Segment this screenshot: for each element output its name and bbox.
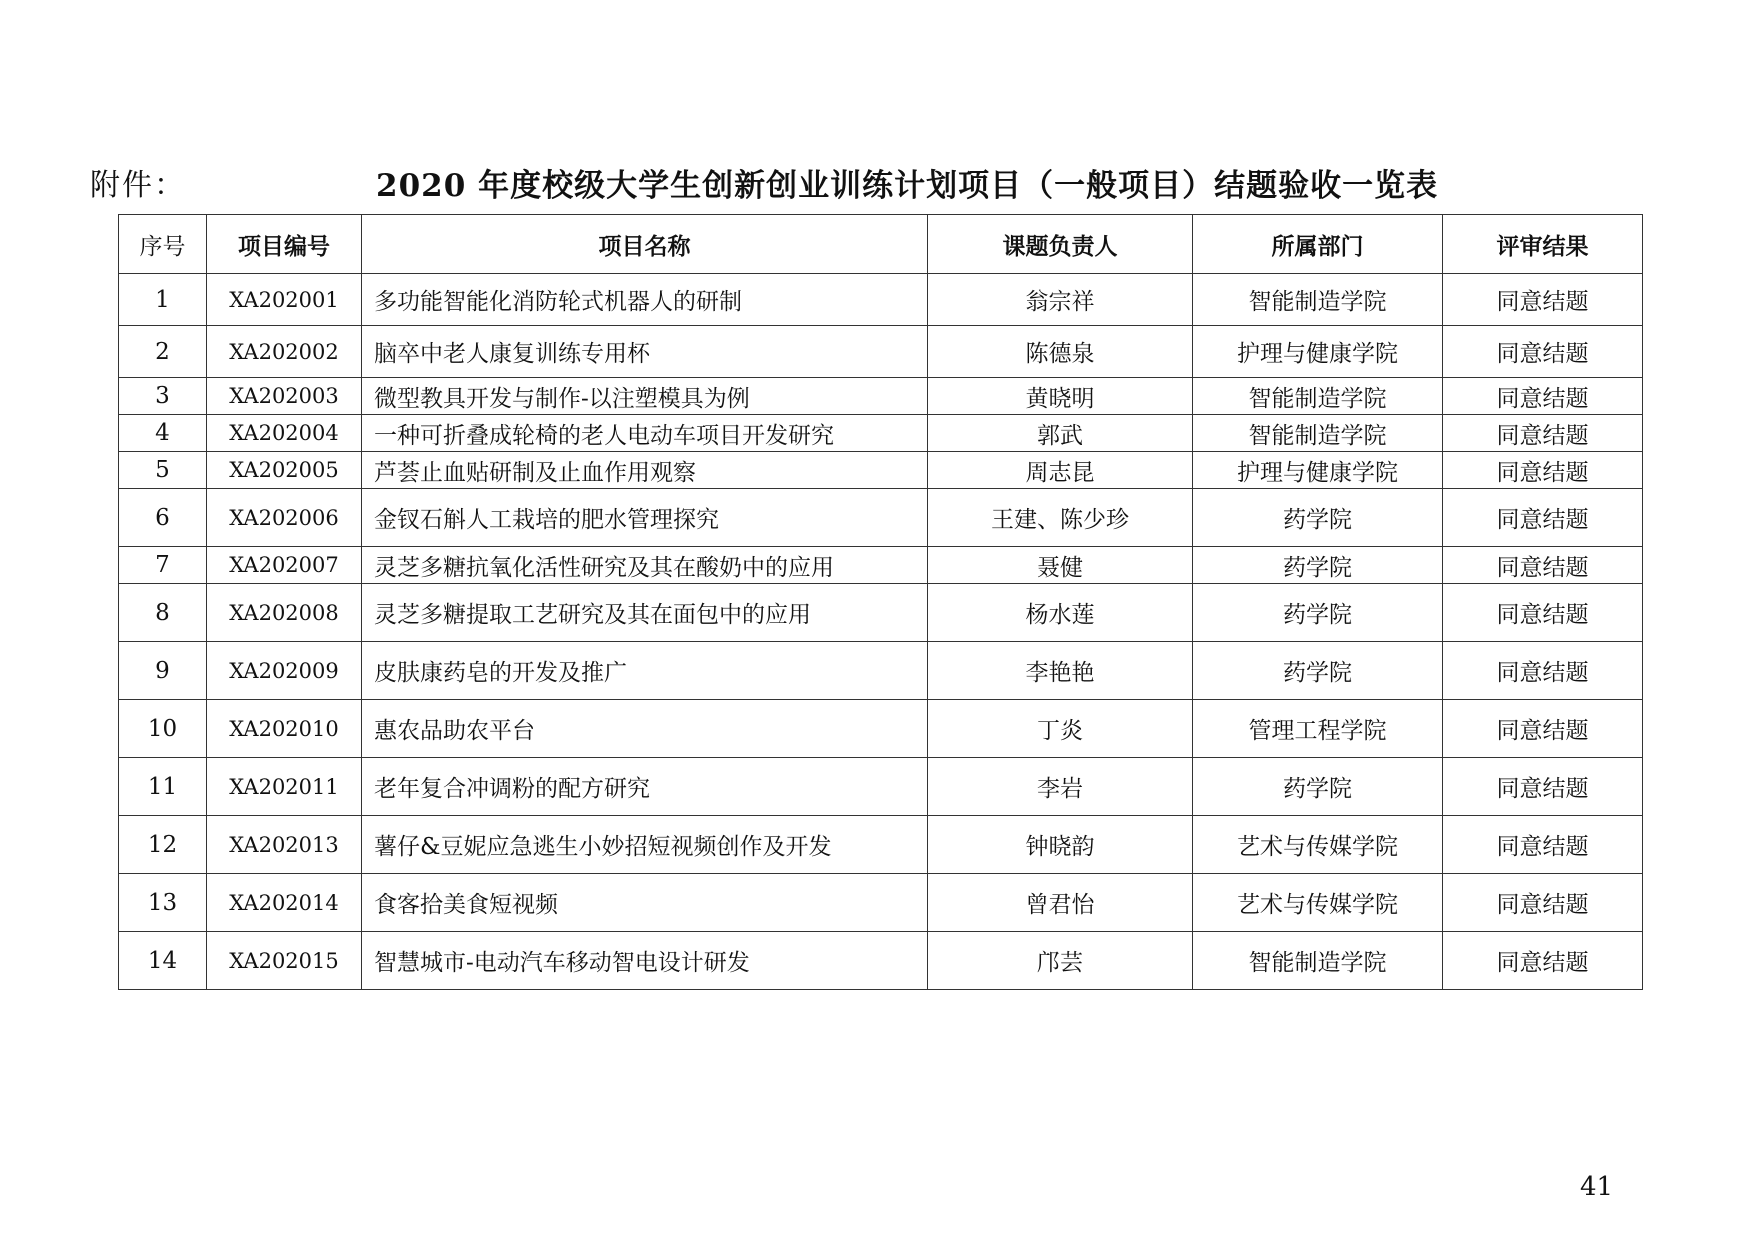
header-index: 序号 bbox=[119, 215, 207, 274]
header-leader: 课题负责人 bbox=[928, 215, 1193, 274]
cell-leader: 李岩 bbox=[928, 758, 1193, 816]
cell-name: 智慧城市-电动汽车移动智电设计研发 bbox=[362, 932, 928, 990]
page-title: 2020 年度校级大学生创新创业训练计划项目（一般项目）结题验收一览表 bbox=[376, 168, 1439, 204]
cell-code: XA202010 bbox=[207, 700, 362, 758]
cell-result: 同意结题 bbox=[1443, 932, 1643, 990]
table-row bbox=[119, 326, 1643, 378]
cell-department: 护理与健康学院 bbox=[1193, 452, 1443, 489]
cell-leader: 李艳艳 bbox=[928, 642, 1193, 700]
cell-name: 脑卒中老人康复训练专用杯 bbox=[362, 326, 928, 378]
cell-index: 6 bbox=[119, 489, 207, 547]
header-name: 项目名称 bbox=[362, 215, 928, 274]
cell-department: 艺术与传媒学院 bbox=[1193, 874, 1443, 932]
table-row bbox=[119, 378, 1643, 415]
acceptance-table bbox=[118, 214, 1643, 990]
cell-index: 13 bbox=[119, 874, 207, 932]
cell-code: XA202008 bbox=[207, 584, 362, 642]
table-row bbox=[119, 452, 1643, 489]
cell-index: 11 bbox=[119, 758, 207, 816]
cell-department: 艺术与传媒学院 bbox=[1193, 816, 1443, 874]
cell-index: 14 bbox=[119, 932, 207, 990]
cell-result: 同意结题 bbox=[1443, 378, 1643, 415]
cell-department: 智能制造学院 bbox=[1193, 415, 1443, 452]
cell-department: 护理与健康学院 bbox=[1193, 326, 1443, 378]
cell-name: 一种可折叠成轮椅的老人电动车项目开发研究 bbox=[362, 415, 928, 452]
page-number: 41 bbox=[1580, 1172, 1614, 1202]
cell-leader: 聂健 bbox=[928, 547, 1193, 584]
cell-leader: 钟晓韵 bbox=[928, 816, 1193, 874]
cell-result: 同意结题 bbox=[1443, 547, 1643, 584]
cell-code: XA202001 bbox=[207, 274, 362, 326]
cell-result: 同意结题 bbox=[1443, 700, 1643, 758]
cell-index: 1 bbox=[119, 274, 207, 326]
table-row bbox=[119, 547, 1643, 584]
cell-leader: 丁炎 bbox=[928, 700, 1193, 758]
cell-code: XA202006 bbox=[207, 489, 362, 547]
cell-code: XA202009 bbox=[207, 642, 362, 700]
cell-index: 9 bbox=[119, 642, 207, 700]
cell-index: 10 bbox=[119, 700, 207, 758]
table-row bbox=[119, 642, 1643, 700]
cell-department: 智能制造学院 bbox=[1193, 274, 1443, 326]
cell-result: 同意结题 bbox=[1443, 452, 1643, 489]
cell-department: 智能制造学院 bbox=[1193, 378, 1443, 415]
cell-leader: 郭武 bbox=[928, 415, 1193, 452]
cell-code: XA202011 bbox=[207, 758, 362, 816]
table-row bbox=[119, 700, 1643, 758]
cell-code: XA202013 bbox=[207, 816, 362, 874]
cell-leader: 黄晓明 bbox=[928, 378, 1193, 415]
cell-leader: 陈德泉 bbox=[928, 326, 1193, 378]
cell-index: 4 bbox=[119, 415, 207, 452]
cell-code: XA202007 bbox=[207, 547, 362, 584]
cell-result: 同意结题 bbox=[1443, 816, 1643, 874]
cell-index: 8 bbox=[119, 584, 207, 642]
cell-department: 药学院 bbox=[1193, 547, 1443, 584]
cell-index: 7 bbox=[119, 547, 207, 584]
table-row bbox=[119, 874, 1643, 932]
cell-result: 同意结题 bbox=[1443, 874, 1643, 932]
cell-index: 3 bbox=[119, 378, 207, 415]
table-header-row bbox=[119, 215, 1643, 274]
table-row bbox=[119, 274, 1643, 326]
table-row bbox=[119, 758, 1643, 816]
header-result: 评审结果 bbox=[1443, 215, 1643, 274]
header-code: 项目编号 bbox=[207, 215, 362, 274]
attachment-label: 附件： bbox=[90, 168, 186, 203]
cell-result: 同意结题 bbox=[1443, 274, 1643, 326]
cell-name: 芦荟止血贴研制及止血作用观察 bbox=[362, 452, 928, 489]
cell-result: 同意结题 bbox=[1443, 326, 1643, 378]
cell-result: 同意结题 bbox=[1443, 415, 1643, 452]
cell-code: XA202005 bbox=[207, 452, 362, 489]
cell-leader: 翁宗祥 bbox=[928, 274, 1193, 326]
cell-code: XA202002 bbox=[207, 326, 362, 378]
cell-department: 药学院 bbox=[1193, 758, 1443, 816]
cell-name: 皮肤康药皂的开发及推广 bbox=[362, 642, 928, 700]
cell-name: 老年复合冲调粉的配方研究 bbox=[362, 758, 928, 816]
header-department: 所属部门 bbox=[1193, 215, 1443, 274]
cell-department: 药学院 bbox=[1193, 584, 1443, 642]
cell-index: 12 bbox=[119, 816, 207, 874]
cell-result: 同意结题 bbox=[1443, 584, 1643, 642]
cell-leader: 周志昆 bbox=[928, 452, 1193, 489]
cell-code: XA202003 bbox=[207, 378, 362, 415]
table-row bbox=[119, 489, 1643, 547]
cell-leader: 曾君怡 bbox=[928, 874, 1193, 932]
cell-code: XA202004 bbox=[207, 415, 362, 452]
cell-index: 2 bbox=[119, 326, 207, 378]
cell-leader: 王建、陈少珍 bbox=[928, 489, 1193, 547]
cell-code: XA202015 bbox=[207, 932, 362, 990]
cell-code: XA202014 bbox=[207, 874, 362, 932]
table-row bbox=[119, 816, 1643, 874]
cell-name: 金钗石斛人工栽培的肥水管理探究 bbox=[362, 489, 928, 547]
cell-result: 同意结题 bbox=[1443, 758, 1643, 816]
cell-name: 惠农品助农平台 bbox=[362, 700, 928, 758]
cell-name: 微型教具开发与制作-以注塑模具为例 bbox=[362, 378, 928, 415]
cell-result: 同意结题 bbox=[1443, 489, 1643, 547]
cell-name: 灵芝多糖抗氧化活性研究及其在酸奶中的应用 bbox=[362, 547, 928, 584]
cell-name: 食客拾美食短视频 bbox=[362, 874, 928, 932]
cell-index: 5 bbox=[119, 452, 207, 489]
cell-leader: 邝芸 bbox=[928, 932, 1193, 990]
cell-name: 多功能智能化消防轮式机器人的研制 bbox=[362, 274, 928, 326]
cell-result: 同意结题 bbox=[1443, 642, 1643, 700]
cell-department: 药学院 bbox=[1193, 642, 1443, 700]
table-row bbox=[119, 584, 1643, 642]
table-row bbox=[119, 932, 1643, 990]
cell-name: 薯仔&豆妮应急逃生小妙招短视频创作及开发 bbox=[362, 816, 928, 874]
cell-leader: 杨水莲 bbox=[928, 584, 1193, 642]
cell-department: 智能制造学院 bbox=[1193, 932, 1443, 990]
table-body bbox=[119, 274, 1643, 990]
cell-department: 管理工程学院 bbox=[1193, 700, 1443, 758]
cell-name: 灵芝多糖提取工艺研究及其在面包中的应用 bbox=[362, 584, 928, 642]
table-row bbox=[119, 415, 1643, 452]
cell-department: 药学院 bbox=[1193, 489, 1443, 547]
